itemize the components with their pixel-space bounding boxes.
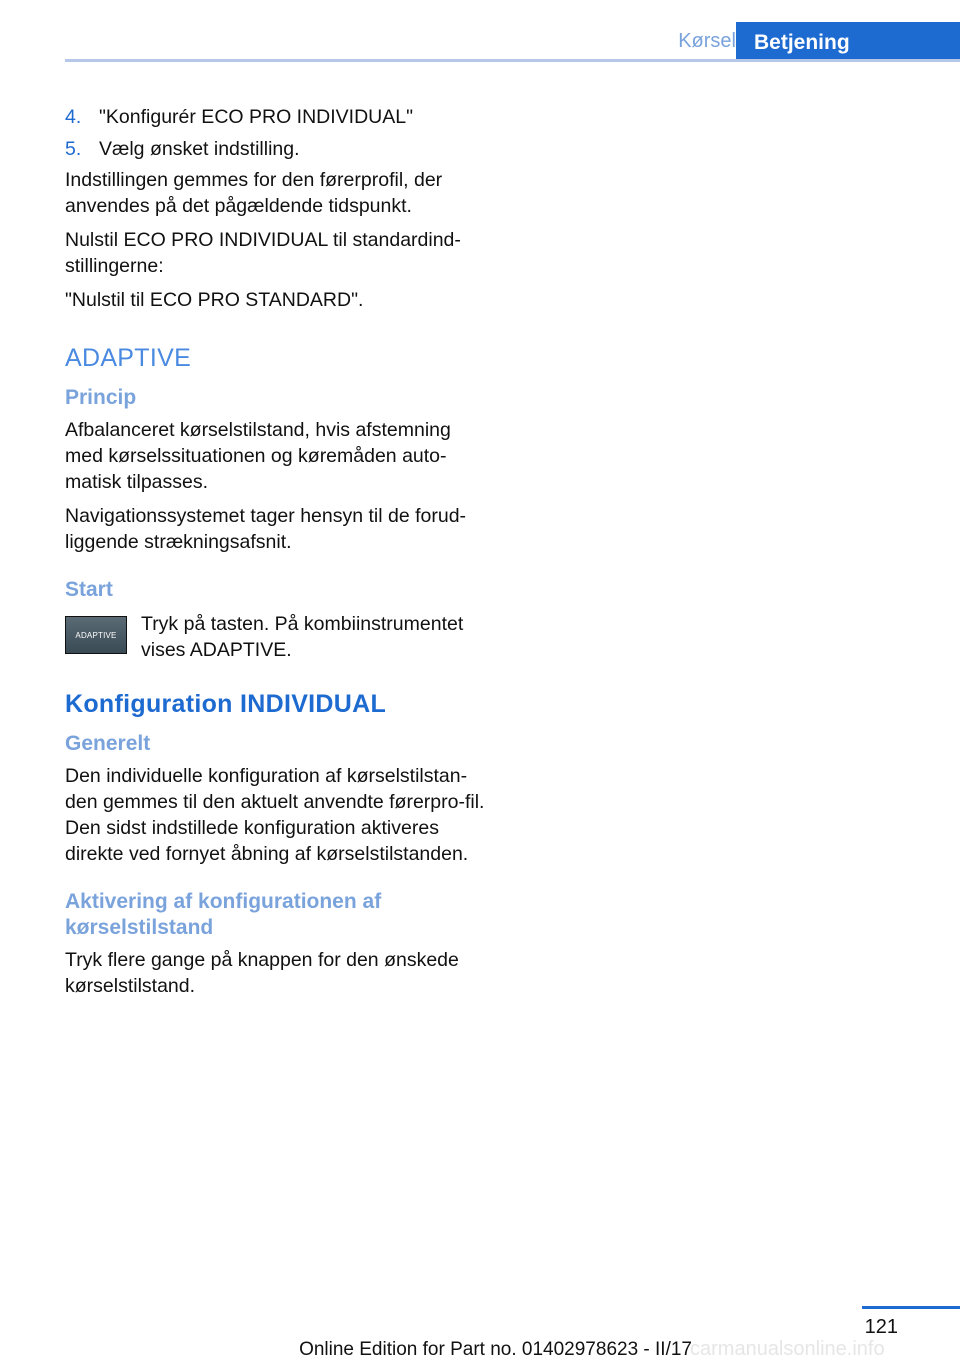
start-text: Tryk på tasten. På kombiinstrumentet vises ADAPTIVE. <box>141 613 464 661</box>
header-divider <box>65 59 960 62</box>
activation-heading: Aktivering af konfigurationen af kørselstilstand <box>65 890 382 939</box>
start-instruction <box>65 611 485 663</box>
step-number: 5. <box>65 138 82 160</box>
adaptive-button-icon <box>65 616 127 654</box>
start-heading: Start <box>65 578 113 601</box>
general-heading: Generelt <box>65 732 151 755</box>
step-item <box>65 135 485 163</box>
page-number: 121 <box>864 1316 898 1338</box>
step-text: "Konfigurér ECO PRO INDIVIDUAL" <box>99 106 414 128</box>
config-heading: Konfiguration INDIVIDUAL <box>65 690 387 718</box>
adaptive-button-label: ADAPTIVE <box>75 630 117 640</box>
paragraph-reset-action: "Nulstil til ECO PRO STANDARD". <box>65 289 364 311</box>
edition-note: Online Edition for Part no. 01402978623 - II/17 <box>299 1339 692 1360</box>
paragraph-reset-intro: Nulstil ECO PRO INDIVIDUAL til standardind-stillingerne: <box>65 229 461 277</box>
step-item <box>65 103 485 131</box>
activation-text: Tryk flere gange på knappen for den ønskede kørselstilstand. <box>65 949 459 997</box>
navigation-text: Navigationssystemet tager hensyn til de forud-liggende strækningsafsnit. <box>65 505 467 553</box>
footer-divider <box>862 1306 960 1309</box>
step-number: 4. <box>65 106 82 128</box>
principle-text: Afbalanceret kørselstilstand, hvis afstemning med kørselssituationen og køremåden auto-matisk tilpasses. <box>65 419 451 493</box>
chapter-tab[interactable]: Kørsel <box>678 30 736 52</box>
adaptive-heading: ADAPTIVE <box>65 344 192 372</box>
section-tab[interactable]: Betjening <box>736 22 960 62</box>
page-header <box>65 22 960 62</box>
step-text: Vælg ønsket indstilling. <box>99 138 300 160</box>
main-content <box>65 103 485 1007</box>
paragraph-saved: Indstillingen gemmes for den førerprofil, der anvendes på det pågældende tidspunkt. <box>65 169 443 217</box>
watermark: carmanualsonline.info <box>690 1338 885 1360</box>
general-text: Den individuelle konfiguration af kørselstilstan-den gemmes til den aktuelt anvendte førerpro-fil. Den sidst indstillede konfiguration aktiveres direkte ved fornyet åbning af kørselstilstanden. <box>65 765 485 865</box>
principle-heading: Princip <box>65 386 137 409</box>
